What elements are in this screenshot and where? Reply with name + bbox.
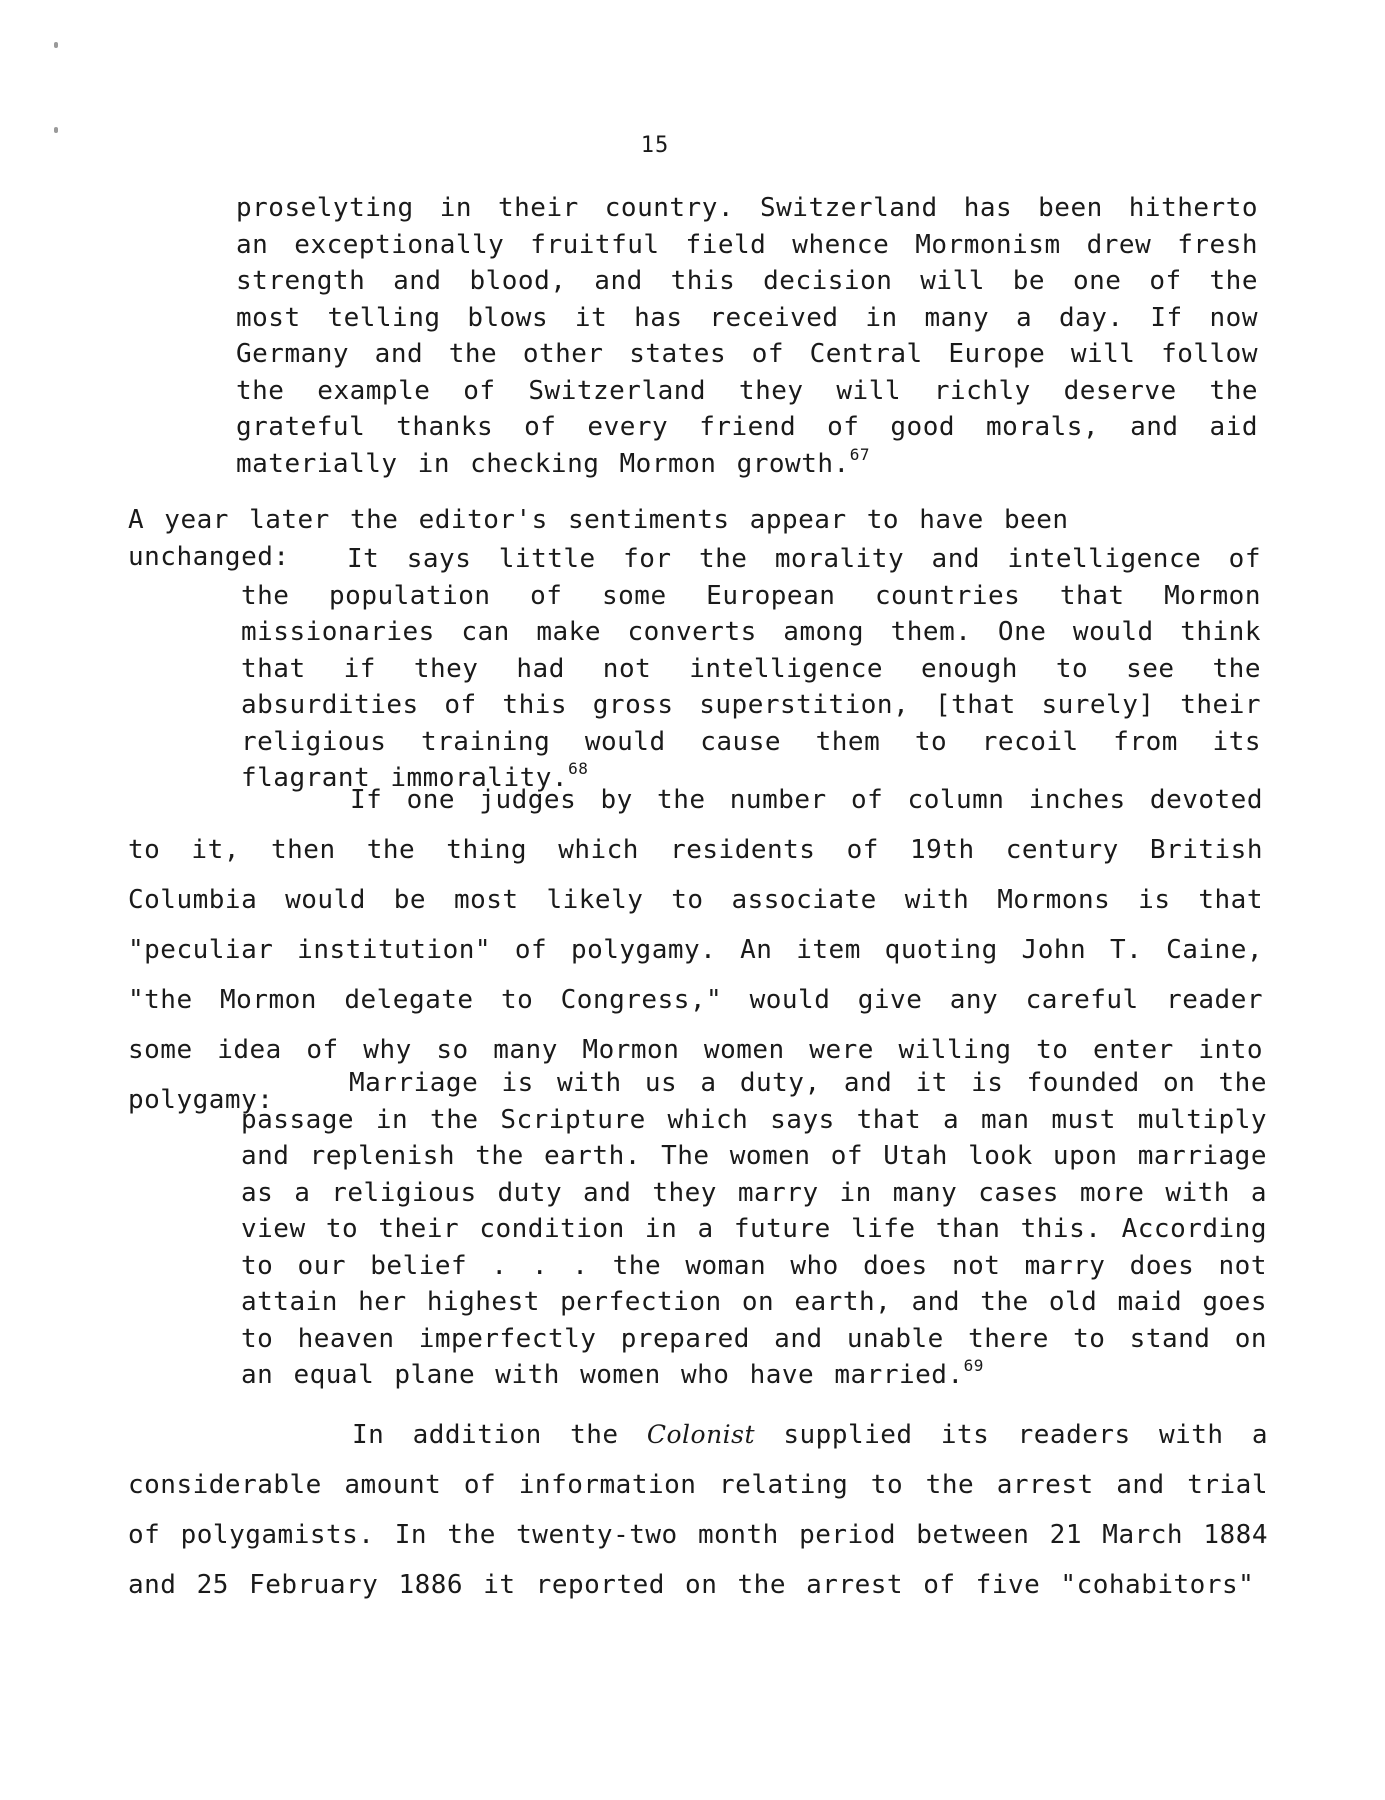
quote-text: proselyting in their country. Switzerland has been hitherto an exceptionally fruitful field whence Mormonism drew fresh strength and blood, and this decision will be one of the most telling blows it has received in many a day. If now Germany and the other states of Central Europe will follow the example of Switzerland they will richly deserve the grateful thanks of every friend of good morals, and aid materially in checking Mormon growth. [236, 193, 1258, 479]
quote-text: It says little for the morality and intelligence of the population of some European countries that Mormon missionaries can make converts among them. One would think that if they had not intelligence enough to see the absurdities of this gross superstition, [that surely] their religious training would cause them to recoil from its flagrant immorality. [241, 544, 1261, 793]
quote-text: Marriage is with us a duty, and it is founded on the passage in the Scripture which says that a man must multiply and replenish the earth. The women of Utah look upon marriage as a religious duty and they marry in many cases more with a view to their condition in a future life than this. According to our belief . . . the woman who does not marry does not attain her highest perfection on earth, and the old maid goes to heaven imperfectly prepared and unable there to stand on an equal plane with women who have married. [241, 1068, 1267, 1390]
paragraph-text-rest: supplied its readers with a considerable amount of information relating to the arrest and trial of polygamists. In the twenty-two month period between 21 March 1884 and 25 February 1886 it reported on the arrest of five "cohabitors" [128, 1420, 1269, 1600]
footnote-marker: 67 [849, 444, 870, 464]
block-quote-switzerland [236, 190, 1258, 482]
scan-speck [54, 127, 58, 133]
body-paragraph-polygamy: If one judges by the number of column inches devoted to it, then the thing which residents of 19th century British Columbia would be most likely to associate with Mormons is that "peculiar institution" of polygamy. An item quoting John T. Caine, "the Mormon delegate to Congress," would give any careful reader some idea of why so many Mormon women were willing to enter into polygamy: [128, 785, 1263, 1115]
page-number: 15 [640, 133, 670, 158]
newspaper-title: Colonist [646, 1420, 756, 1449]
lead-in-sentence: A year later the editor's sentiments appear to have been unchanged: [128, 505, 1069, 572]
paragraph-text-start: In addition the [352, 1420, 619, 1450]
scan-speck [54, 42, 58, 48]
block-quote-marriage [241, 1065, 1267, 1394]
block-quote-morality [241, 541, 1261, 797]
body-paragraph-colonist [128, 1410, 1268, 1610]
footnote-marker: 69 [963, 1356, 984, 1376]
footnote-marker: 68 [568, 759, 589, 779]
